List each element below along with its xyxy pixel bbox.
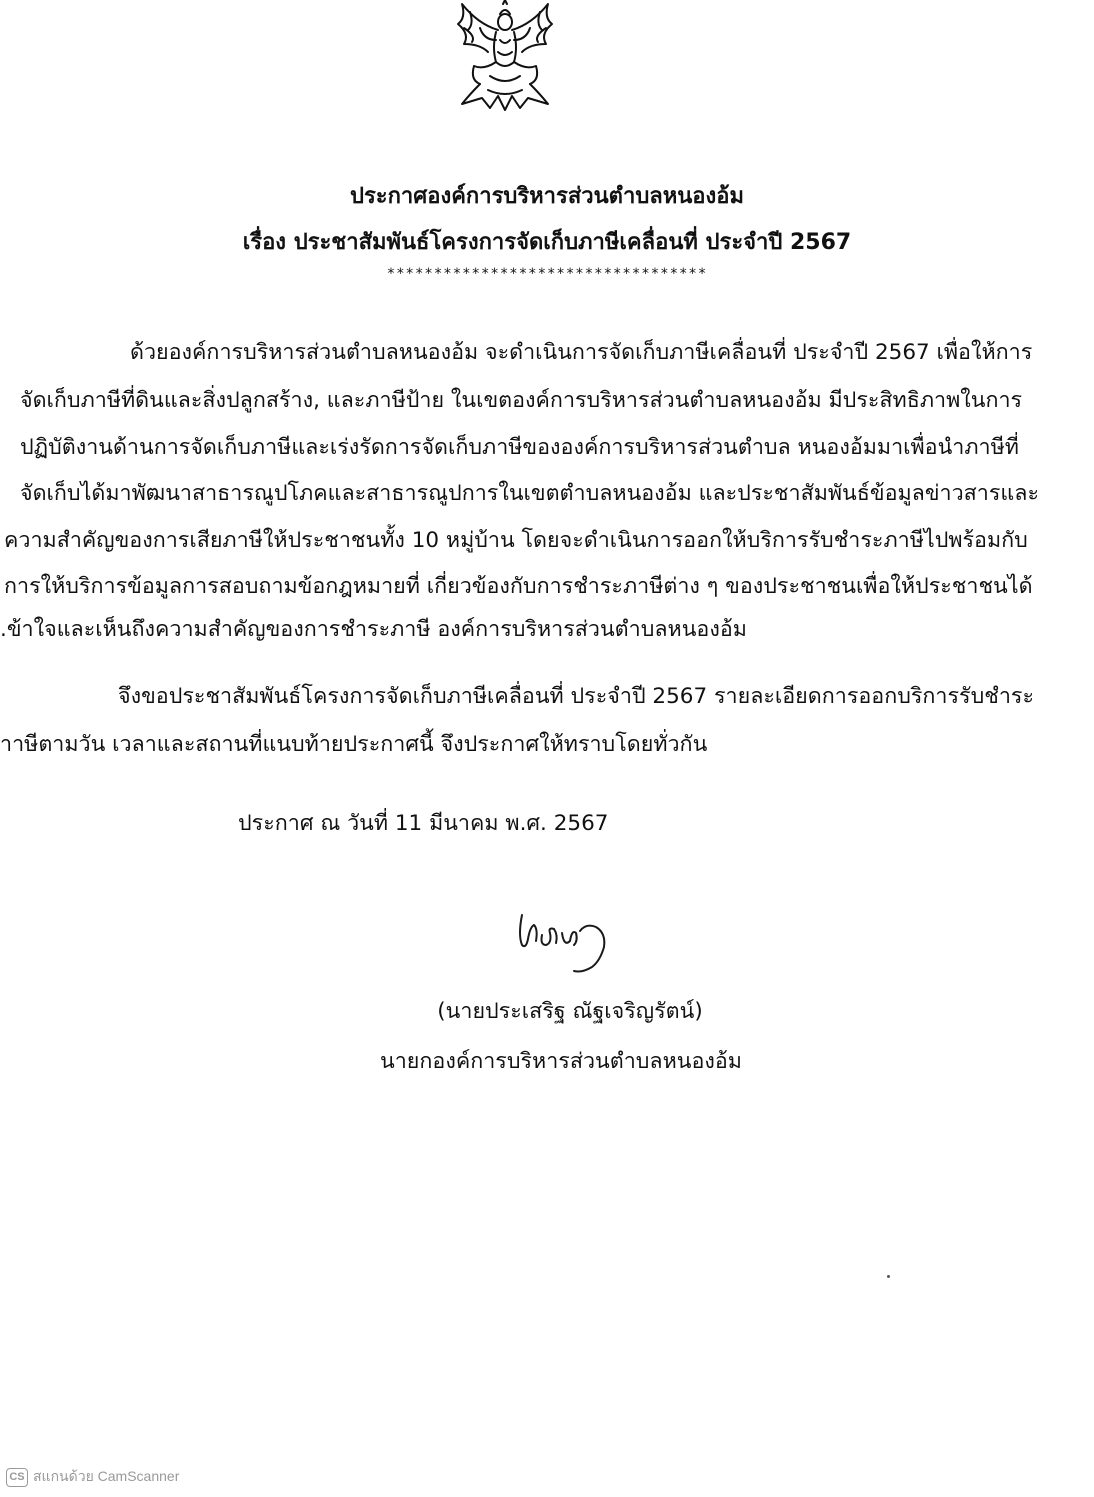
- camscanner-logo-icon: CS: [6, 1468, 28, 1487]
- paragraph-1-line-2: จัดเก็บภาษีที่ดินและสิ่งปลูกสร้าง, และภาษีป้าย ในเขตองค์การบริหารส่วนตำบลหนองอ้ม มีประสิทธิภาพในการ: [20, 388, 1023, 413]
- camscanner-text: สแกนด้วย CamScanner: [33, 1468, 180, 1484]
- paragraph-1-line-4: จัดเก็บได้มาพัฒนาสาธารณูปโภคและสาธารณูปการในเขตตำบลหนองอ้ม และประชาสัมพันธ์ข้อมูลข่าวสารและ: [20, 481, 1040, 506]
- scan-speck: [887, 1275, 890, 1278]
- paragraph-2-line-1: จึงขอประชาสัมพันธ์โครงการจัดเก็บภาษีเคลื่อนที่ ประจำปี 2567 รายละเอียดการออกบริการรับชำระ: [118, 684, 1035, 709]
- announcement-title: ประกาศองค์การบริหารส่วนตำบลหนองอ้ม: [350, 184, 744, 209]
- garuda-emblem-icon: [440, 0, 570, 112]
- paragraph-1-line-1: ด้วยองค์การบริหารส่วนตำบลหนองอ้ม จะดำเนินการจัดเก็บภาษีเคลื่อนที่ ประจำปี 2567 เพื่อให้การ: [130, 340, 1033, 365]
- camscanner-watermark: [6, 1466, 179, 1488]
- signature-mark: [512, 905, 624, 980]
- paragraph-1-line-7: .ข้าใจและเห็นถึงความสำคัญของการชำระภาษี องค์การบริหารส่วนตำบลหนองอ้ม: [0, 617, 747, 642]
- separator-line: **********************************: [386, 266, 708, 282]
- announcement-date: ประกาศ ณ วันที่ 11 มีนาคม พ.ศ. 2567: [238, 811, 609, 836]
- paragraph-2-line-2: าาษีตามวัน เวลาและสถานที่แนบท้ายประกาศนี้ จึงประกาศให้ทราบโดยทั่วกัน: [0, 732, 708, 757]
- announcement-subject: เรื่อง ประชาสัมพันธ์โครงการจัดเก็บภาษีเคลื่อนที่ ประจำปี 2567: [242, 230, 852, 255]
- paragraph-1-line-6: การให้บริการข้อมูลการสอบถามข้อกฎหมายที่ เกี่ยวข้องกับการชำระภาษีต่าง ๆ ของประชาชนเพื่อให้ประชาชนได้: [4, 574, 1033, 599]
- paragraph-1-line-5: ความสำคัญของการเสียภาษีให้ประชาชนทั้ง 10 หมู่บ้าน โดยจะดำเนินการออกให้บริการรับชำระภาษีไปพร้อมกับ: [4, 528, 1028, 553]
- signer-name: (นายประเสริฐ ณัฐเจริญรัตน์): [437, 999, 703, 1024]
- paragraph-1-line-3: ปฏิบัติงานด้านการจัดเก็บภาษีและเร่งรัดการจัดเก็บภาษีขององค์การบริหารส่วนตำบล หนองอ้มมาเพื่อนำภาษีที่: [20, 435, 1019, 460]
- signer-position: นายกองค์การบริหารส่วนตำบลหนองอ้ม: [380, 1049, 742, 1074]
